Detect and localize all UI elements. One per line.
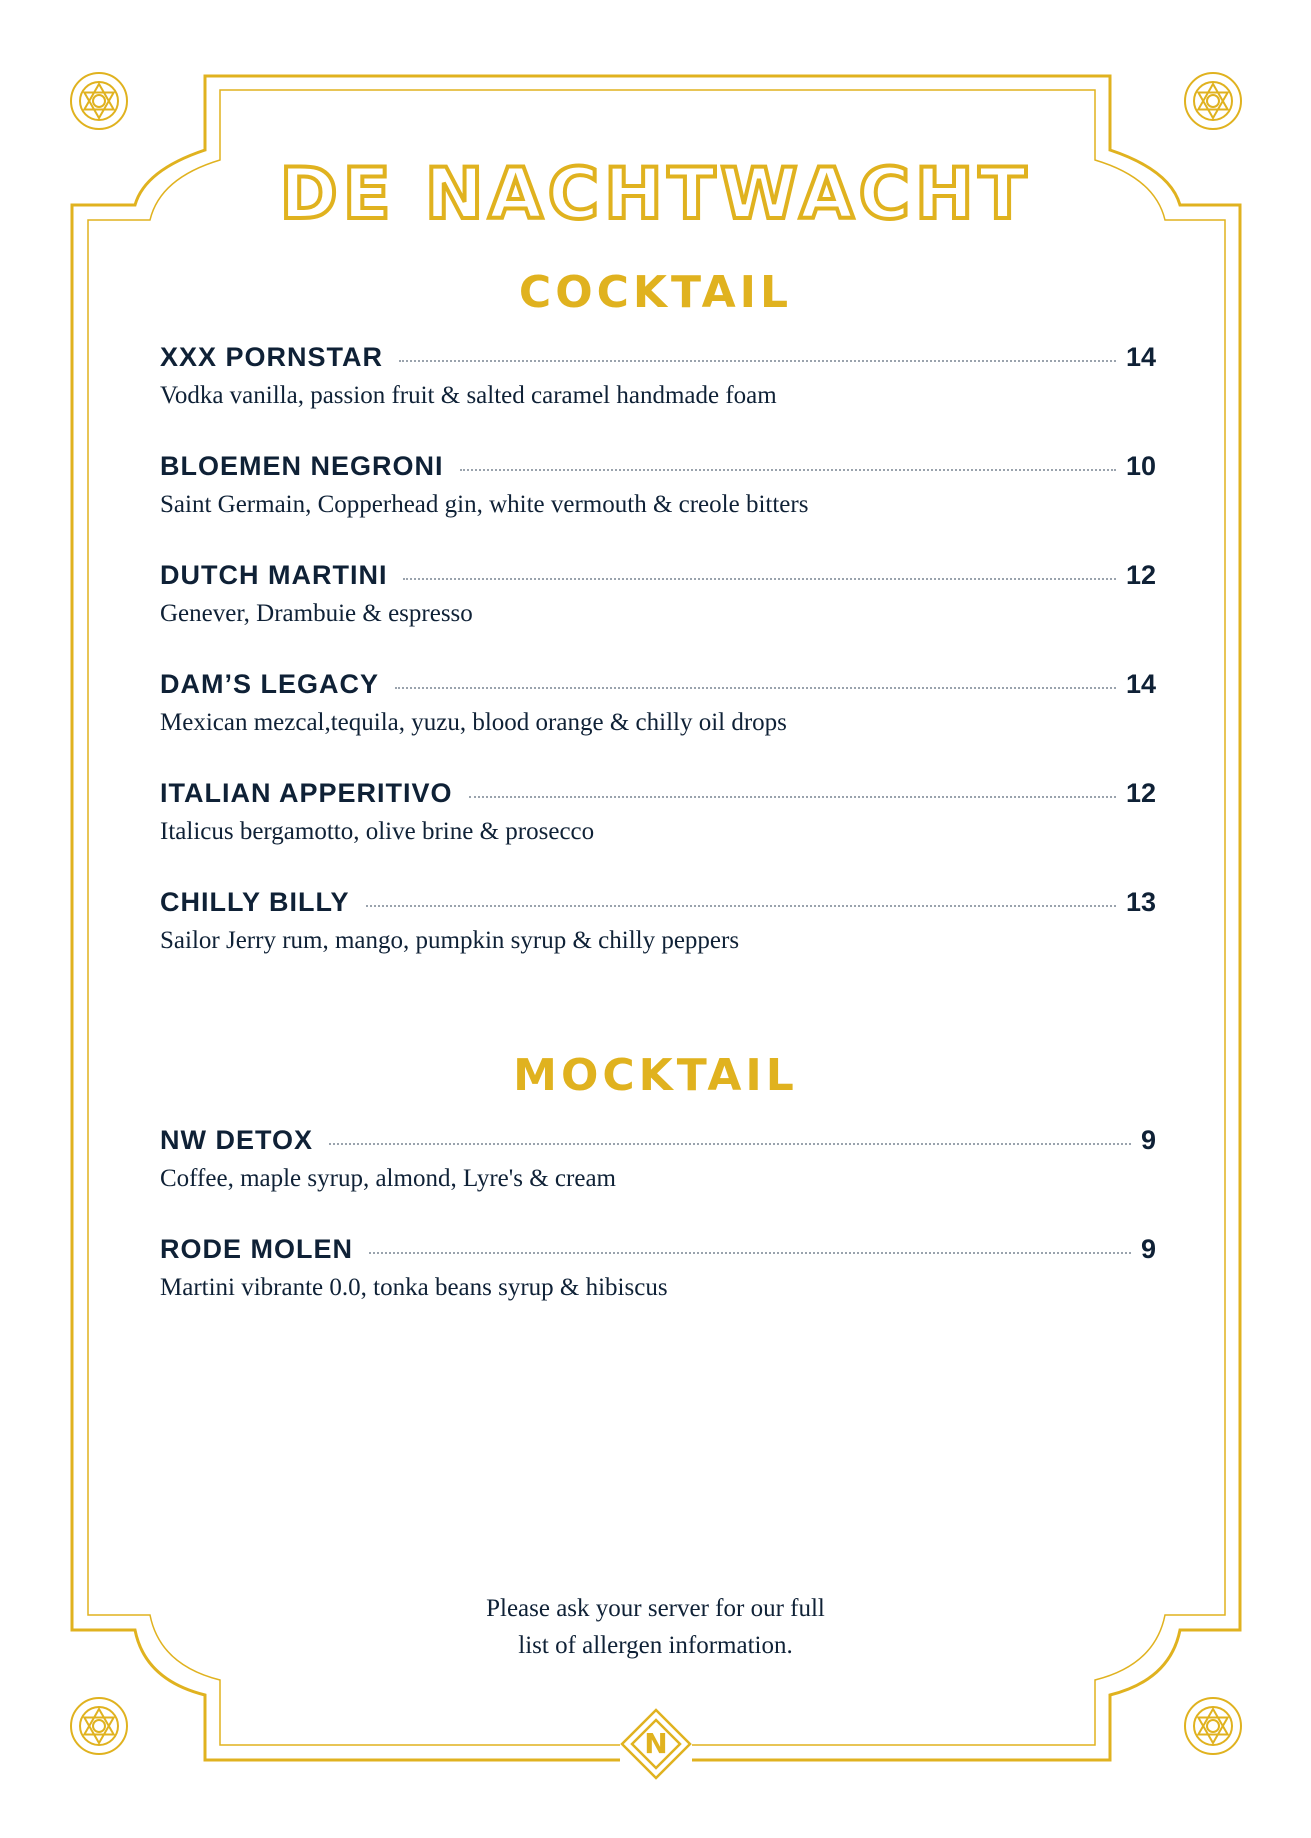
item-price: 12 xyxy=(1125,778,1156,808)
item-description: Genever, Drambuie & espresso xyxy=(160,600,473,627)
mocktail-heading: MOCKTAIL xyxy=(513,1050,798,1101)
allergen-note xyxy=(0,1590,1311,1664)
n-monogram-diamond-icon xyxy=(620,1708,692,1780)
item-price: 14 xyxy=(1125,342,1156,372)
menu-item xyxy=(160,1234,1156,1314)
dot-leader xyxy=(460,468,1116,471)
item-price: 9 xyxy=(1140,1125,1156,1155)
dot-leader xyxy=(399,359,1116,362)
item-description: Sailor Jerry rum, mango, pumpkin syrup & chilly peppers xyxy=(160,927,740,954)
item-name: NW DETOX xyxy=(160,1125,314,1155)
cocktail-heading: COCKTAIL xyxy=(518,267,793,318)
item-description: Italicus bergamotto, olive brine & prosecco xyxy=(160,818,595,845)
menu-item xyxy=(160,342,1156,422)
item-name: XXX PORNSTAR xyxy=(160,342,384,372)
rosette-ornament-icon xyxy=(1182,70,1244,132)
menu-item xyxy=(160,1125,1156,1205)
menu-item xyxy=(160,669,1156,749)
dot-leader xyxy=(395,686,1116,689)
menu-item xyxy=(160,887,1156,967)
item-name: CHILLY BILLY xyxy=(160,887,350,917)
dot-leader xyxy=(366,904,1116,907)
menu-item xyxy=(160,451,1156,531)
item-description: Mexican mezcal,tequila, yuzu, blood orange & chilly oil drops xyxy=(160,709,787,736)
item-price: 10 xyxy=(1125,451,1156,481)
item-name: DUTCH MARTINI xyxy=(160,560,388,590)
item-price: 14 xyxy=(1125,669,1156,699)
item-description: Vodka vanilla, passion fruit & salted caramel handmade foam xyxy=(160,382,777,409)
menu-item xyxy=(160,778,1156,858)
monogram-letter: N xyxy=(644,1727,668,1760)
item-name: BLOEMEN NEGRONI xyxy=(160,451,444,481)
item-price: 13 xyxy=(1125,887,1156,917)
restaurant-title: DE NACHTWACHT xyxy=(279,153,1032,235)
item-description: Martini vibrante 0.0, tonka beans syrup & hibiscus xyxy=(160,1274,668,1301)
allergen-note-line: Please ask your server for our full xyxy=(486,1595,825,1622)
item-price: 9 xyxy=(1140,1234,1156,1264)
menu-item xyxy=(160,560,1156,640)
item-description: Saint Germain, Copperhead gin, white vermouth & creole bitters xyxy=(160,491,809,518)
item-name: RODE MOLEN xyxy=(160,1234,354,1264)
item-description: Coffee, maple syrup, almond, Lyre's & cream xyxy=(160,1165,616,1192)
rosette-ornament-icon xyxy=(68,70,130,132)
dot-leader xyxy=(329,1142,1131,1145)
dot-leader xyxy=(403,577,1115,580)
rosette-ornament-icon xyxy=(1182,1695,1244,1757)
dot-leader xyxy=(369,1251,1131,1254)
item-name: DAM’S LEGACY xyxy=(160,669,380,699)
item-name: ITALIAN APPERITIVO xyxy=(160,778,453,808)
dot-leader xyxy=(469,795,1116,798)
allergen-note-line: list of allergen information. xyxy=(518,1632,793,1659)
item-price: 12 xyxy=(1125,560,1156,590)
rosette-ornament-icon xyxy=(68,1695,130,1757)
